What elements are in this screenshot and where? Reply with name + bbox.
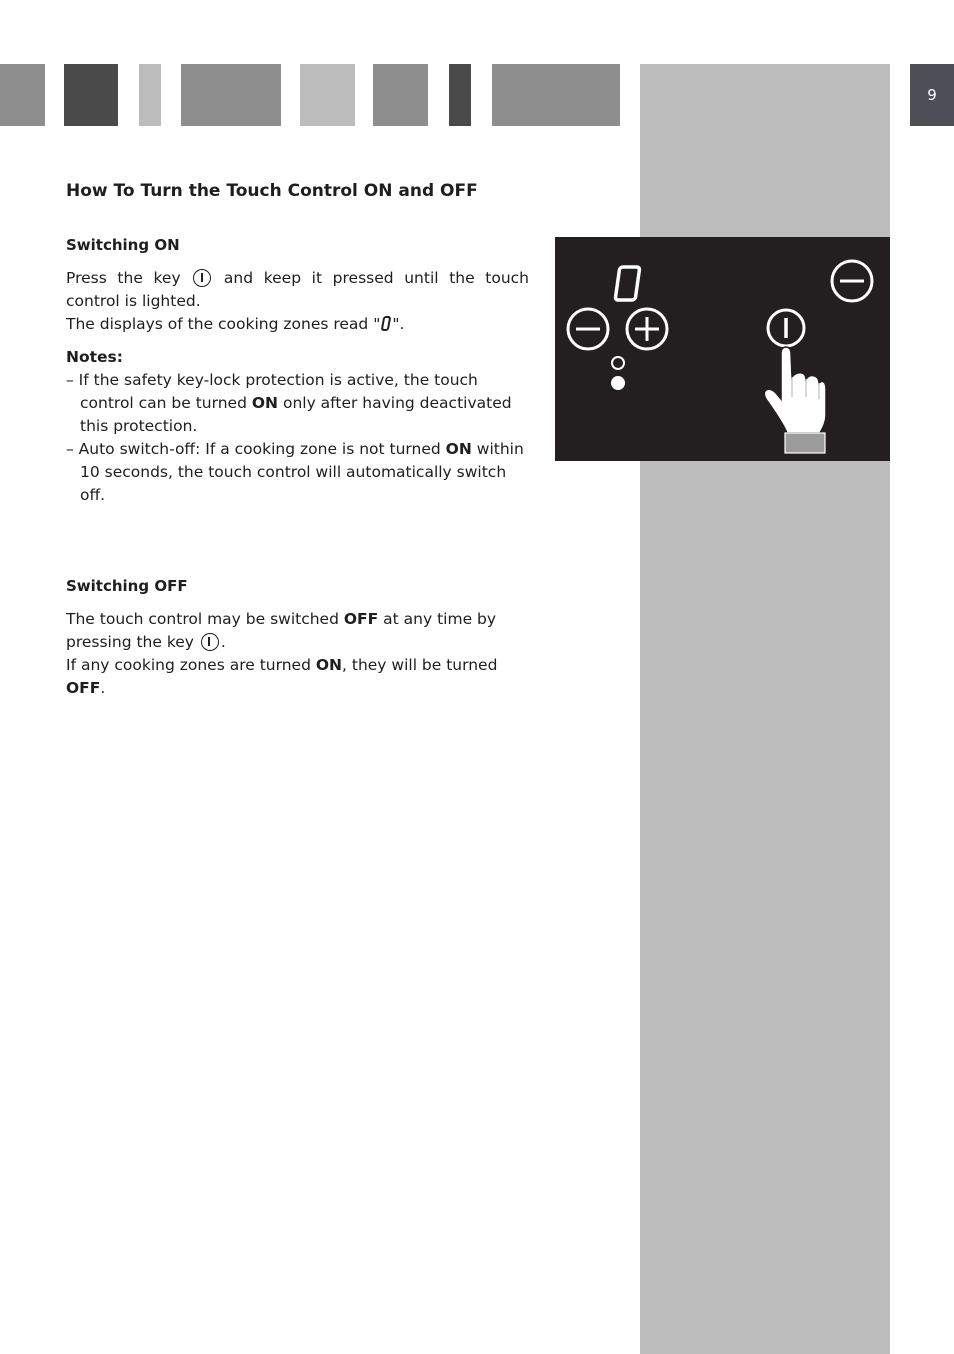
section-title: How To Turn the Touch Control ON and OFF <box>66 181 478 201</box>
pointing-hand-icon <box>764 347 826 453</box>
power-icon <box>768 310 804 346</box>
note-item: – If the safety key-lock protection is active, the touch control can be turned ON only after having deactivated this protection. <box>66 371 512 435</box>
spacer <box>66 507 529 575</box>
header-bar <box>300 64 355 126</box>
header-bar <box>449 64 471 126</box>
header-bar <box>64 64 118 126</box>
header-bar <box>139 64 161 126</box>
minus-icon <box>568 309 608 349</box>
switching-off-paragraph: The touch control may be switched OFF at any time by pressing the key . <box>66 610 497 651</box>
header-bar <box>0 64 45 126</box>
indicator-light-off <box>612 357 624 369</box>
touch-control-illustration <box>555 237 890 461</box>
switching-off-paragraph-2: If any cooking zones are turned ON, they will be turned OFF. <box>66 656 498 697</box>
plus-icon <box>627 309 667 349</box>
zero-display-icon <box>381 316 392 331</box>
minus-icon <box>832 261 872 301</box>
note-item: – Auto switch-off: If a cooking zone is not turned ON within 10 seconds, the touch control will automatically switch off. <box>66 440 524 504</box>
zero-display-icon <box>615 267 640 300</box>
header-bar <box>181 64 281 126</box>
notes-title: Notes: <box>66 348 123 366</box>
display-reading-paragraph: The displays of the cooking zones read " ". <box>66 315 405 333</box>
indicator-light-on <box>611 376 625 390</box>
header-bar <box>492 64 620 126</box>
switching-off-heading: Switching OFF <box>66 577 188 595</box>
switching-on-heading: Switching ON <box>66 236 180 254</box>
power-key-icon <box>193 269 211 287</box>
switching-on-paragraph: Press the key and keep it pressed until the touch control is lighted. <box>66 269 529 310</box>
header-bar <box>373 64 428 126</box>
main-content <box>66 178 529 700</box>
touch-control-panel <box>555 237 890 461</box>
page-number: 9 <box>910 64 954 126</box>
power-key-icon <box>201 633 219 651</box>
